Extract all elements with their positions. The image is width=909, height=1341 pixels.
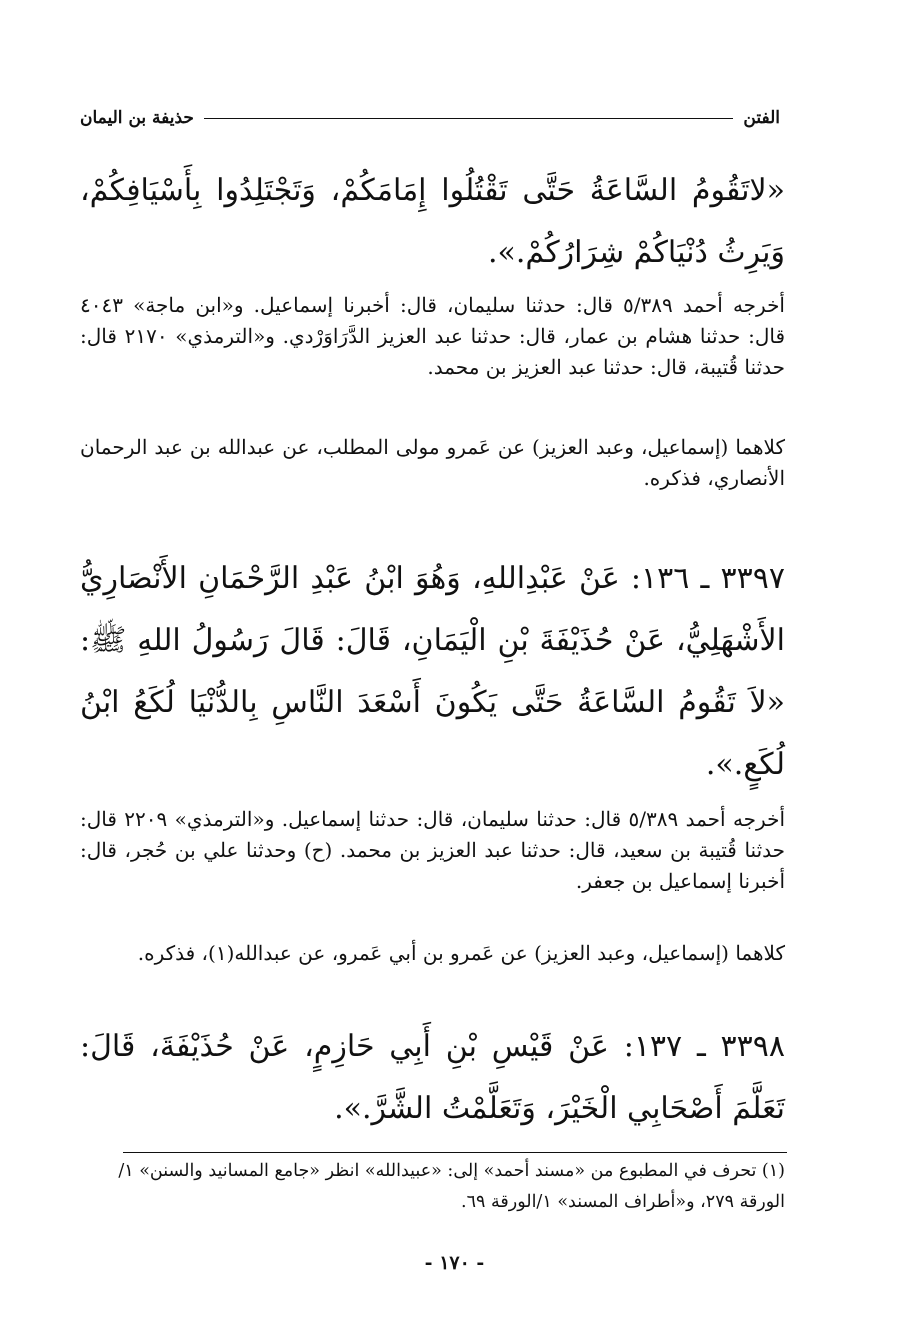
takhrij-paragraph-2: أخرجه أحمد ٥/٣٨٩ قال: حدثنا سليمان، قال: حدثنا إسماعيل. و«الترمذي» ٢٢٠٩ قال: حدثنا قُتيبة بن سعيد، قال: حدثنا عبد العزيز بن محمد. (ح) وحدثنا علي بن حُجر، قال: أخبرنا إسماعيل بن جعفر. [80,807,786,893]
header-chapter-title: حذيفة بن اليمان [80,108,194,128]
header-section-title: الفتن [743,108,780,128]
isnad-paragraph-2: كلاهما (إسماعيل، وعبد العزيز) عن عَمرو بن أبي عَمرو، عن عبدالله(١)، فذكره. [137,941,785,965]
hadith-3397: ٣٣٩٧ ـ ١٣٦: عَنْ عَبْدِاللهِ، وَهُوَ ابْنُ عَبْدِ الرَّحْمَانِ الأَنْصَارِيُّ الأَشْهَلِيُّ، عَنْ حُذَيْفَةَ بْنِ الْيَمَانِ، قَالَ: قَالَ رَسُولُ اللهِ ﷺ: «لاَ تَقُومُ السَّاعَةُ حَتَّى يَكُونَ أَسْعَدَ النَّاسِ بِالدُّنْيَا لُكَعُ ابْنُ لُكَعٍ.». [80,561,785,782]
page-number: - ١٧٠ - [424,1252,485,1274]
footnote-rule [123,1152,787,1153]
takhrij-paragraph-1: أخرجه أحمد ٥/٣٨٩ قال: حدثنا سليمان، قال: أخبرنا إسماعيل. و«ابن ماجة» ٤٠٤٣ قال: حدثنا هشام بن عمار، قال: حدثنا عبد العزيز الدَّرَاوَرْدي. و«الترمذي» ٢١٧٠ قال: حدثنا قُتيبة، قال: حدثنا عبد العزيز بن محمد. [80,293,786,379]
hadith-text-1: «لاتَقُومُ السَّاعَةُ حَتَّى تَقْتُلُوا إِمَامَكُمْ، وَتَجْتَلِدُوا بِأَسْيَافِكُمْ، وَيَرِثُ دُنْيَاكُمْ شِرَارُكُمْ.». [80,173,785,270]
isnad-paragraph-1: كلاهما (إسماعيل، وعبد العزيز) عن عَمرو مولى المطلب، عن عبدالله بن عبد الرحمان الأنصاري، فذكره. [80,435,785,490]
hadith-3398: ٣٣٩٨ ـ ١٣٧: عَنْ قَيْسِ بْنِ أَبِي حَازِمٍ، عَنْ حُذَيْفَةَ، قَالَ: تَعَلَّمَ أَصْحَابِي الْخَيْرَ، وَتَعَلَّمْتُ الشَّرَّ.». [80,1029,785,1126]
header-rule [204,118,734,119]
footnote: (١) تحرف في المطبوع من «مسند أحمد» إلى: «عبيدالله» انظر «جامع المسانيد والسنن» ١/الورقة ٢٧٩، و«أطراف المسند» ١/الورقة ٦٩. [118,1161,785,1212]
running-header [80,102,780,134]
